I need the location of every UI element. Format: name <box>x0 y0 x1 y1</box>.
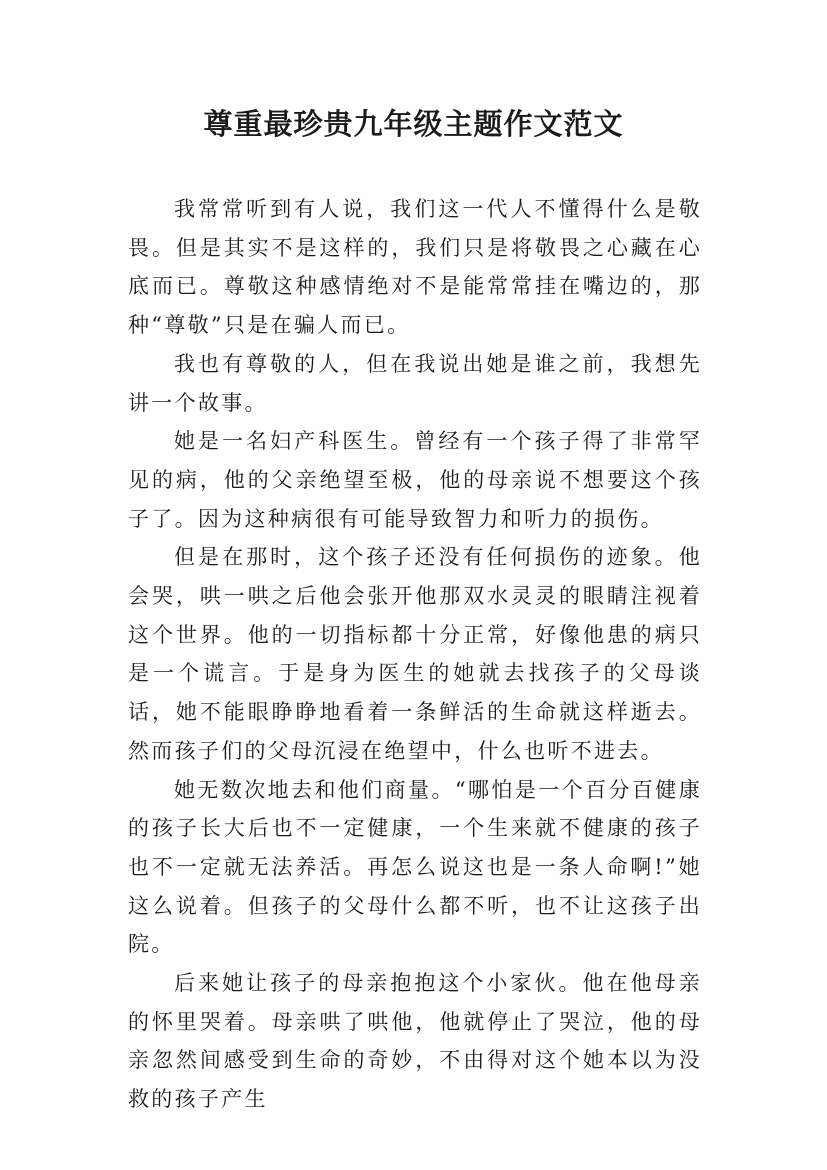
paragraph-1: 我常常听到有人说，我们这一代人不懂得什么是敬畏。但是其实不是这样的，我们只是将敬畏之心藏在心底而已。尊敬这种感情绝对不是能常常挂在嘴边的，那种“尊敬”只是在骗人而已。 <box>128 197 702 338</box>
paragraph-2: 我也有尊敬的人，但在我说出她是谁之前，我想先讲一个故事。 <box>128 351 702 415</box>
document-title: 尊重最珍贵九年级主题作文范文 <box>203 107 624 141</box>
paragraph-3: 她是一名妇产科医生。曾经有一个孩子得了非常罕见的病，他的父亲绝望至极，他的母亲说不想要这个孩子了。因为这种病很有可能导致智力和听力的损伤。 <box>128 429 702 531</box>
paragraph-6: 后来她让孩子的母亲抱抱这个小家伙。他在他母亲的怀里哭着。母亲哄了哄他，他就停止了哭泣，他的母亲忽然间感受到生命的奇妙，不由得对这个她本以为没救的孩子产生 <box>128 971 702 1112</box>
paragraph-4: 但是在那时，这个孩子还没有任何损伤的迹象。他会哭，哄一哄之后他会张开他那双水灵灵的眼睛注视着这个世界。他的一切指标都十分正常，好像他患的病只是一个谎言。于是身为医生的她就去找孩子的父母谈话，她不能眼睁睁地看着一条鲜活的生命就这样逝去。然而孩子们的父母沉浸在绝望中，什么也听不进去。 <box>128 545 702 763</box>
document-body <box>128 190 702 1119</box>
paragraph-5: 她无数次地去和他们商量。“哪怕是一个百分百健康的孩子长大后也不一定健康，一个生来就不健康的孩子也不一定就无法养活。再怎么说这也是一条人命啊!”她这么说着。但孩子的父母什么都不听，也不让这孩子出院。 <box>128 777 702 957</box>
